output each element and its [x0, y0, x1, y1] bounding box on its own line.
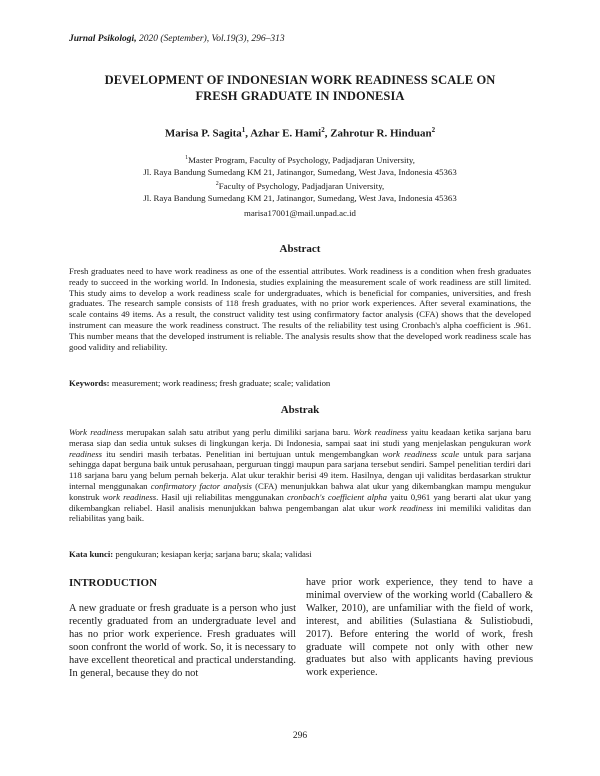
introduction-heading: INTRODUCTION [69, 577, 158, 589]
abstrak-term: work readiness [69, 437, 531, 459]
affil-text: Faculty of Psychology, Padjadjaran University, [218, 180, 385, 191]
abstrak-segment: . Hasil uji reliabilitas menggunakan [156, 491, 287, 502]
abstrak-term: cronbach's coefficient alpha [287, 491, 388, 502]
journal-details: 2020 (September), Vol.19(3), 296–313 [136, 34, 285, 44]
journal-name: Jurnal Psikologi, [69, 34, 137, 44]
abstrak-term: Work readiness [353, 427, 408, 437]
journal-header [69, 34, 285, 44]
abstrak-segment: ini memiliki validitas dan reliabilitas yang baik. [69, 502, 531, 524]
abstrak-keywords [69, 549, 531, 559]
keywords-value: measurement; work readiness; fresh graduate; scale; validation [109, 378, 331, 388]
abstract-keywords [69, 378, 531, 388]
affiliation-1-line-1 [60, 152, 540, 166]
abstrak-term: work readiness [102, 491, 157, 502]
affiliation-2-line-1 [60, 178, 540, 192]
abstrak-segment: itu sendiri masih terbatas. Penelitian ini bertujuan untuk mengembangkan [101, 448, 383, 459]
author-name: Zahrotur R. Hinduan [330, 127, 432, 140]
affil-mark: 1 [185, 155, 189, 161]
title-line-1: DEVELOPMENT OF INDONESIAN WORK READINESS SCALE ON [104, 73, 496, 87]
author-name: Marisa P. Sagita [164, 127, 242, 140]
introduction-left-column: A new graduate or fresh graduate is a person who just recently graduated from an undergraduate level and has no prior work experience. Fresh graduates will soon confront the world of work. So, it is necessary to have excellent theoretical and practical understanding. In general, because they do not [69, 603, 296, 679]
author-email[interactable]: marisa17001@mail.unpad.ac.id [244, 208, 356, 218]
affiliation-2-line-2: Jl. Raya Bandung Sumedang KM 21, Jatinangor, Sumedang, West Java, Indonesia 45363 [143, 192, 457, 203]
page-number: 296 [292, 731, 308, 741]
abstrak-segment: (CFA) menunjukkan bahwa alat ukur yang dikembangkan mampu mengukur konstruk [69, 480, 531, 502]
introduction-right-column: have prior work experience, they tend to have a minimal overview of the working world (Caballero & Walker, 2010), are unfamiliar with the field of work, interest, and abilities (Sulastiana & Sulistiobudi, 2017). Before entering the world of work, fresh graduate will compete not only with other new graduates but also with applicants having previous work experience. [306, 577, 533, 679]
keywords-label: Keywords: [69, 378, 110, 388]
abstract-text: Fresh graduates need to have work readiness as one of the essential attributes. Work readiness is a condition when fresh graduates ready to succeed in the working world. In Indonesia, studies explaining the measurement scale of work readiness are still limited. This study aims to develop a work readiness scale for undergraduates, which is beneficial for companies, universities, and fresh graduates. The research sample consists of 118 fresh graduates, with no prior work experiences. After several examinations, the scale contains 49 items. As a result, the construct validity test using confirmatory factor analysis (CFA) shows that the developed instrument can measure the work readiness construct. The results of the reliability test using Cronbach's alpha coefficient is .961. This number means that the developed instrument is reliable. The analysis results show that the developed work readiness scale has good validity and reliability. [69, 266, 531, 352]
affil-mark: 2 [215, 180, 219, 187]
affil-text: Master Program, Faculty of Psychology, Padjadjaran University, [188, 154, 415, 165]
abstract-heading: Abstract [279, 243, 321, 255]
author-affil-mark: 2 [431, 126, 436, 134]
author-separator: , [324, 127, 331, 140]
affiliations [60, 152, 540, 204]
author-separator: , [245, 127, 251, 140]
affiliation-1-line-2: Jl. Raya Bandung Sumedang KM 21, Jatinangor, Sumedang, West Java, Indonesia 45363 [143, 166, 457, 177]
abstrak-segment: untuk para sarjana sehingga dapat berguna baik untuk perusahaan, perguruan tinggi maupun para sarjana tersebut sendiri. Sampel penelitian terdiri dari 118 sarjana baru yang belum pernah bekerja. Alat ukur terakhir berisi 49 item. Hasilnya, dengan uji validitas berdasarkan struktur internal menggunakan [69, 448, 532, 491]
abstrak-term: Work readiness [69, 427, 124, 437]
abstrak-term: work readiness scale [382, 448, 460, 459]
abstrak-segment: merupakan salah satu atribut yang perlu dimiliki sarjana baru. [123, 427, 354, 437]
title-line-2: FRESH GRADUATE IN INDONESIA [195, 89, 405, 103]
keywords-value: pengukuran; kesiapan kerja; sarjana baru; skala; validasi [113, 549, 312, 559]
author-affil-mark: 2 [321, 126, 325, 134]
author-affil-mark: 1 [241, 126, 246, 134]
abstrak-term: confirmatory factor analysis [150, 480, 252, 491]
author-list [60, 126, 540, 140]
abstrak-heading: Abstrak [280, 404, 320, 416]
paper-title [60, 72, 540, 104]
abstrak-segment: yaitu 0,961 yang berarti alat ukur yang dikembangkan reliabel. Hasil analisis menunjukkan bahwa pengembangan alat ukur [69, 491, 531, 513]
abstrak-text [69, 427, 531, 524]
keywords-label: Kata kunci: [69, 549, 114, 559]
author-name: Azhar E. Hami [250, 127, 322, 140]
abstrak-segment: yaitu keadaan ketika sarjana baru merasa siap dan sedia untuk sukses di lingkungan kerja. Di Indonesia, sampai saat ini studi yang menjelaskan pengukuran [69, 427, 531, 448]
abstrak-term: work readiness [378, 502, 433, 513]
